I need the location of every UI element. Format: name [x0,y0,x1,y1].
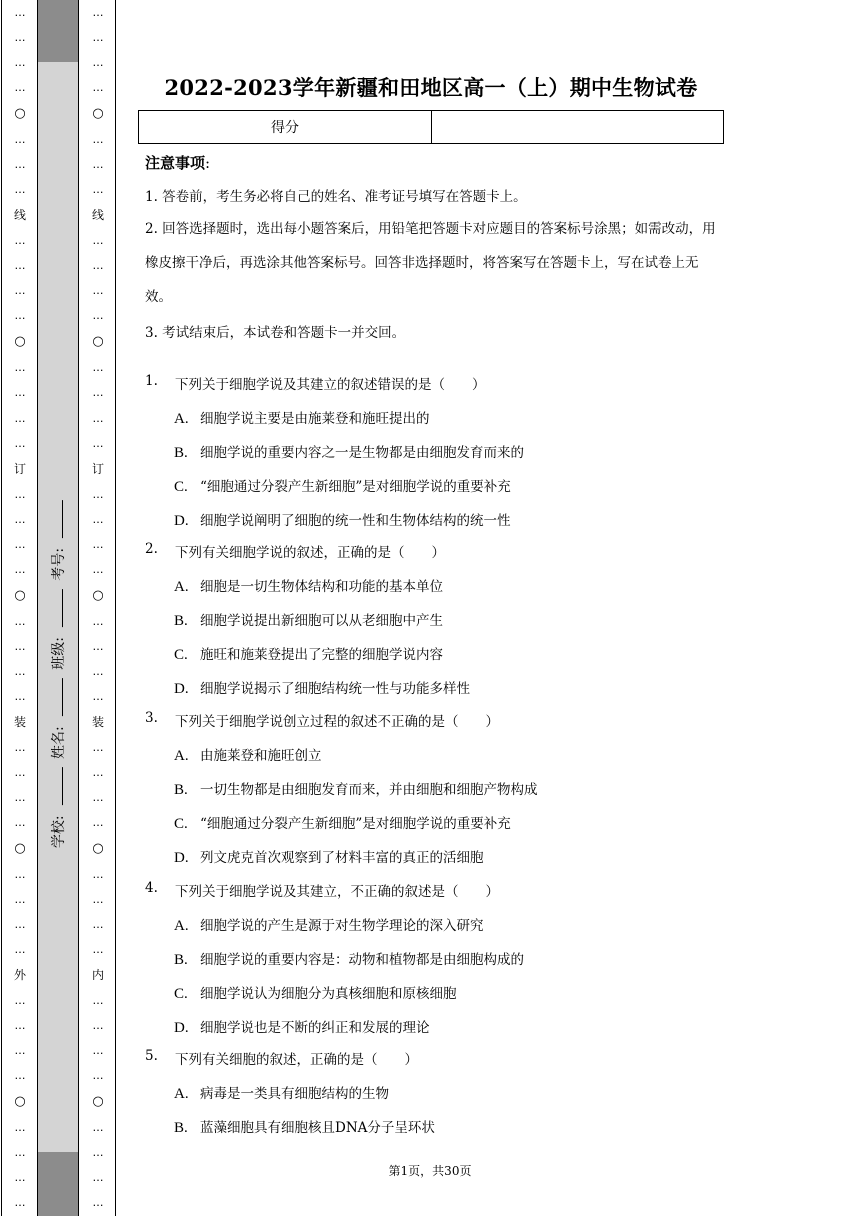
seal-dots: … [14,1196,26,1210]
seal-dots: … [92,893,104,907]
option-letter: B. [174,782,188,798]
seal-word: 外 [13,968,26,983]
option-text: 病毒是一类具有细胞结构的生物 [200,1086,389,1102]
answer-option [174,441,524,462]
score-value [432,111,723,143]
option-text: 施旺和施莱登提出了完整的细胞学说内容 [200,647,443,663]
seal-dots: … [14,765,26,779]
option-text: 细胞学说的重要内容是：动物和植物都是由细胞构成的 [200,952,524,968]
answer-option [174,575,443,596]
seal-circle: ○ [92,841,104,857]
seal-dots: … [92,994,104,1008]
option-letter: C. [174,479,188,495]
option-letter: A. [174,411,189,427]
seal-dots: … [92,1069,104,1083]
answer-option [174,1116,435,1137]
seal-dots: … [92,765,104,779]
seal-word: 线 [13,208,26,223]
seal-circle: ○ [92,1094,104,1110]
option-text: 细胞学说的重要内容之一是生物都是由细胞发育而来的 [200,445,524,461]
seal-dots: … [14,1069,26,1083]
option-text: 细胞是一切生物体结构和功能的基本单位 [200,579,443,595]
option-text: 细胞学说阐明了细胞的统一性和生物体结构的统一性 [200,513,511,529]
seal-circle: ○ [14,106,26,122]
seal-dots: … [14,284,26,298]
seal-dots: … [92,918,104,932]
option-text: 列文虎克首次观察到了材料丰富的真正的活细胞 [200,850,484,866]
seal-dots: … [14,259,26,273]
answer-option [174,744,322,765]
class-label: 班级: [51,637,67,670]
name-blank[interactable] [62,678,63,716]
seal-dots: … [92,537,104,551]
seal-circle: ○ [14,587,26,603]
option-text: 细胞学说主要是由施莱登和施旺提出的 [200,411,430,427]
binding-divider-2 [78,0,79,1216]
notes-heading [145,152,210,173]
exam-no-label: 考号: [51,547,67,581]
binding-border-right [115,0,116,1216]
binding-dark-block-top [38,0,78,62]
answer-option [174,677,470,698]
option-letter: C. [174,816,188,832]
question-stem: 下列关于细胞学说及其建立，不正确的叙述是（ ） [175,884,499,900]
seal-dots: … [14,664,26,678]
seal-dots: … [14,943,26,957]
question-stem: 下列关于细胞学说及其建立的叙述错误的是（ ） [175,377,486,393]
question-number: 5. [145,1048,158,1064]
seal-dots: … [92,1044,104,1058]
answer-option [174,846,484,867]
option-letter: B. [174,445,188,461]
seal-dots: … [92,512,104,526]
seal-dots: … [92,1121,104,1135]
seal-circle: ○ [14,841,26,857]
seal-dots: … [92,639,104,653]
seal-dots: … [92,158,104,172]
note-item: 3. 考试结束后，本试卷和答题卡一并交回。 [145,325,406,341]
score-label: 得分 [139,111,432,143]
seal-dots: … [92,1171,104,1185]
option-text: 细胞学说揭示了细胞结构统一性与功能多样性 [200,681,470,697]
option-text: “细胞通过分裂产生新细胞”是对细胞学说的重要补充 [200,479,511,495]
seal-circle: ○ [92,587,104,603]
seal-dots: … [14,436,26,450]
seal-dots: … [14,790,26,804]
option-text: 一切生物都是由细胞发育而来，并由细胞和细胞产物构成 [200,782,538,798]
notes-heading-colon: : [205,154,211,172]
option-text: 蓝藻细胞具有细胞核且DNA分子呈环状 [200,1120,435,1136]
answer-option [174,509,511,530]
seal-word: 订 [91,461,104,476]
option-letter: D. [174,681,189,697]
option-text: 细胞学说的产生是源于对生物学理论的深入研究 [200,918,484,934]
seal-dots: … [14,562,26,576]
seal-dots: … [92,740,104,754]
seal-dots: … [92,943,104,957]
seal-circle: ○ [14,1094,26,1110]
question-number: 1. [145,373,158,389]
option-text: 细胞学说也是不断的纠正和发展的理论 [200,1020,430,1036]
seal-dots: … [14,1121,26,1135]
seal-dots: … [14,816,26,830]
seal-dots: … [14,1019,26,1033]
seal-dots: … [92,790,104,804]
option-letter: A. [174,1086,189,1102]
seal-dots: … [92,1146,104,1160]
option-text: 细胞学说认为细胞分为真核细胞和原核细胞 [200,986,457,1002]
option-letter: A. [174,579,189,595]
seal-word: 装 [91,714,104,729]
note-item: 2. 回答选择题时，选出每小题答案后，用铅笔把答题卡对应题目的答案标号涂黑；如需改动，用橡皮擦干净后，再选涂其他答案标号。回答非选择题时，将答案写在答题卡上，写在试卷上无效。 [145,221,716,305]
option-letter: A. [174,918,189,934]
seal-dots: … [14,309,26,323]
answer-option [174,812,511,833]
seal-word: 订 [13,461,26,476]
question-number: 2. [145,541,158,557]
seal-dots: … [14,1146,26,1160]
seal-dots: … [14,1044,26,1058]
class-blank[interactable] [62,589,63,627]
seal-dots: … [92,868,104,882]
score-table [138,110,724,144]
answer-option [174,914,484,935]
seal-dots: … [92,411,104,425]
question-stem: 下列有关细胞学说的叙述，正确的是（ ） [175,545,445,561]
notes-heading-text: 注意事项 [145,154,206,172]
school-label: 学校: [51,815,67,849]
seal-dots: … [92,562,104,576]
answer-option [174,778,538,799]
seal-word: 线 [91,208,104,223]
seal-dots: … [14,1171,26,1185]
seal-word: 内 [91,968,104,983]
seal-dots: … [14,893,26,907]
seal-dots: … [92,664,104,678]
seal-dots: … [14,868,26,882]
binding-strip [0,0,116,1216]
seal-dots: … [92,234,104,248]
option-letter: B. [174,952,188,968]
name-label: 姓名: [51,726,67,759]
seal-dots: … [92,487,104,501]
seal-dots: … [92,1196,104,1210]
seal-dots: … [92,56,104,70]
note-item: 1. 答卷前，考生务必将自己的姓名、准考证号填写在答题卡上。 [145,189,527,205]
seal-dots: … [92,689,104,703]
seal-dots: … [14,994,26,1008]
answer-option [174,407,430,428]
seal-dots: … [92,183,104,197]
seal-dots: … [14,740,26,754]
seal-dots: … [14,361,26,375]
option-letter: D. [174,850,189,866]
student-info-fields [38,62,78,1152]
seal-dots: … [14,918,26,932]
seal-dots: … [14,56,26,70]
seal-dots: … [14,487,26,501]
option-letter: B. [174,613,188,629]
seal-dots: … [92,81,104,95]
seal-dots: … [14,689,26,703]
seal-dots: … [14,234,26,248]
seal-dots: … [92,361,104,375]
option-text: 由施莱登和施旺创立 [200,748,322,764]
option-letter: D. [174,1020,189,1036]
seal-dots: … [14,133,26,147]
question-number: 3. [145,710,158,726]
seal-dots: … [14,158,26,172]
outer-seal-line [2,0,38,1216]
question-stem: 下列关于细胞学说创立过程的叙述不正确的是（ ） [175,714,499,730]
option-letter: B. [174,1120,188,1136]
seal-dots: … [14,81,26,95]
seal-dots: … [14,512,26,526]
answer-option [174,982,457,1003]
answer-option [174,1016,430,1037]
seal-dots: … [92,31,104,45]
seal-dots: … [92,6,104,20]
question-stem: 下列有关细胞的叙述，正确的是（ ） [175,1052,418,1068]
seal-dots: … [92,259,104,273]
inner-seal-line [80,0,116,1216]
answer-option [174,643,443,664]
exam-no-blank[interactable] [62,500,63,538]
seal-circle: ○ [14,334,26,350]
option-text: 细胞学说提出新细胞可以从老细胞中产生 [200,613,443,629]
seal-dots: … [14,386,26,400]
seal-dots: … [92,386,104,400]
seal-dots: … [14,183,26,197]
seal-dots: … [92,816,104,830]
option-letter: C. [174,647,188,663]
option-letter: A. [174,748,189,764]
seal-dots: … [92,133,104,147]
seal-dots: … [92,309,104,323]
seal-dots: … [14,537,26,551]
seal-word: 装 [13,714,26,729]
seal-dots: … [14,411,26,425]
seal-circle: ○ [92,106,104,122]
answer-option [174,948,524,969]
seal-dots: … [92,614,104,628]
option-letter: D. [174,513,189,529]
answer-option [174,475,511,496]
seal-dots: … [92,1019,104,1033]
answer-option [174,609,443,630]
school-blank[interactable] [62,767,63,805]
page-footer: 第1页，共30页 [388,1164,472,1178]
seal-dots: … [14,31,26,45]
exam-title: 2022-2023学年新疆和田地区高一（上）期中生物试卷 [164,75,698,100]
option-letter: C. [174,986,188,1002]
answer-option [174,1082,389,1103]
seal-circle: ○ [92,334,104,350]
seal-dots: … [14,639,26,653]
seal-dots: … [14,6,26,20]
seal-dots: … [92,284,104,298]
option-text: “细胞通过分裂产生新细胞”是对细胞学说的重要补充 [200,816,511,832]
question-number: 4. [145,880,158,896]
seal-dots: … [92,436,104,450]
seal-dots: … [14,614,26,628]
